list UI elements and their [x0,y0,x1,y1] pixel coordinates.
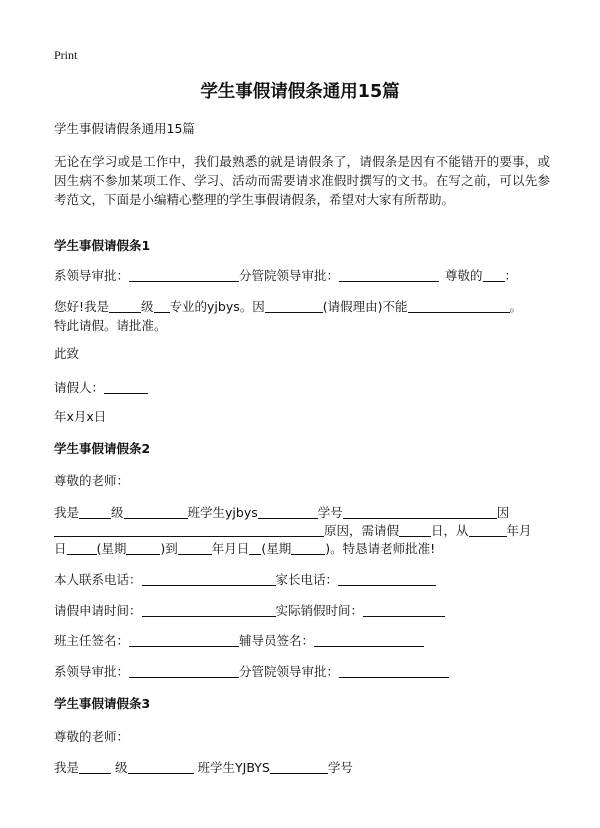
section-1-body-line [54,299,522,315]
s2-student-id-blank[interactable] [343,505,497,519]
closing-line: 特此请假。请批准。 [54,318,167,333]
section-1-approval-line [54,268,517,284]
section-1-heading: 学生事假请假条1 [54,238,151,253]
section-2-approval-line [54,664,449,680]
s2-grade-blank[interactable] [79,505,111,519]
teacher-sign-blank[interactable] [129,633,239,647]
s2-text-g: 日，从 [431,523,469,538]
s2-reason-blank[interactable] [54,523,324,537]
s2-text-d: 学号 [317,505,343,520]
dept-approval-label: 系领导审批： [54,268,130,283]
dept-approval-blank[interactable] [129,268,239,282]
s3-text-d: 学号 [327,760,353,775]
s3-text-c: 班学生YJBYS [197,760,270,775]
s2-from-day-blank[interactable] [67,541,97,555]
s2-name-blank[interactable] [258,505,318,519]
s2-text-b: 级 [111,505,124,520]
section-3-greeting: 尊敬的老师： [54,729,130,744]
section-3-line-1 [54,760,353,776]
body-text-1: 您好!我是 [54,299,110,314]
section-2-greeting: 尊敬的老师： [54,473,130,488]
s3-name-blank[interactable] [270,760,328,774]
s2-text-e: 因 [496,505,510,520]
s2-from-weekday-blank[interactable] [126,541,160,555]
s2-text-k: )到 [160,541,178,556]
contact-phone-blank[interactable] [142,572,276,586]
counselor-sign-label: 辅导员签名： [239,633,315,648]
body-text-5: 。 [509,299,523,314]
s2-days-blank[interactable] [399,523,431,537]
s2-dept-approval-label: 系领导审批： [54,664,130,679]
parent-phone-label: 家长电话： [275,572,339,587]
activity-blank[interactable] [408,299,510,313]
reason-blank[interactable] [265,299,323,313]
colon-text: ： [504,268,518,283]
section-2-contact-line [54,572,436,588]
applicant-label: 请假人： [54,380,105,395]
s3-grade-blank[interactable] [79,760,111,774]
s2-to-weekday-blank[interactable] [291,541,325,555]
body-text-4: (请假理由)不能 [322,299,408,314]
s2-class-blank[interactable] [124,505,188,519]
ci-zhi-text: 此致 [54,346,80,361]
s2-college-approval-label: 分管院领导审批： [239,664,340,679]
body-text-2: 级 [141,299,154,314]
teacher-sign-label: 班主任签名： [54,633,130,648]
section-3-heading: 学生事假请假条3 [54,696,151,711]
actual-time-label: 实际销假时间： [275,603,364,618]
print-label[interactable]: Print [54,48,78,62]
applicant-blank[interactable] [104,380,148,394]
s2-text-l: 年月日 [211,541,250,556]
s2-text-i: 日 [54,541,67,556]
s2-college-approval-blank[interactable] [339,664,449,678]
s2-to-day-blank[interactable] [249,541,261,555]
parent-phone-blank[interactable] [338,572,436,586]
intro-paragraph: 无论在学习或是工作中，我们最熟悉的就是请假条了，请假条是因有不能错开的要事，或因生病不参加某项工作、学习、活动而需要请求准假时撰写的文书。在写之前，可以先参考范文，下面是小编精心整理的学生事假请假条，希望对大家有所帮助。 [54,154,550,207]
page-title: 学生事假请假条通用15篇 [200,82,400,102]
date-line: 年x月x日 [54,409,107,424]
dear-label: 尊敬的 [445,268,483,283]
section-2-line-2 [54,523,532,539]
dear-blank[interactable] [483,268,505,282]
section-2-line-3 [54,541,435,557]
body-text-3: 专业的yjbys。因 [169,299,265,314]
class-blank[interactable] [154,299,170,313]
s2-dept-approval-blank[interactable] [129,664,239,678]
counselor-sign-blank[interactable] [314,633,424,647]
s2-text-f: 原因，需请假 [324,523,400,538]
college-approval-blank[interactable] [339,268,439,282]
s2-text-j: (星期 [96,541,127,556]
s2-text-n: )。特恳请老师批准! [325,541,436,556]
apply-time-label: 请假申请时间： [54,603,142,618]
apply-time-blank[interactable] [142,603,276,617]
applicant-line [54,380,148,396]
s2-to-year-blank[interactable] [178,541,212,555]
s2-from-year-blank[interactable] [469,523,507,537]
s2-text-h: 年月 [506,523,532,538]
s2-text-m: (星期 [261,541,292,556]
section-2-sign-line [54,633,424,649]
actual-time-blank[interactable] [363,603,445,617]
s3-text-b: 级 [115,760,128,775]
document-subtitle: 学生事假请假条通用15篇 [54,121,195,136]
s2-text-c: 班学生yjbys [187,505,258,520]
s3-text-a: 我是 [54,760,80,775]
section-2-time-line [54,603,445,619]
grade-blank[interactable] [109,299,141,313]
college-approval-label: 分管院领导审批： [239,268,340,283]
section-2-line-1 [54,505,509,521]
s2-text-a: 我是 [54,505,80,520]
contact-phone-label: 本人联系电话： [54,572,142,587]
s3-class-blank[interactable] [128,760,194,774]
section-2-heading: 学生事假请假条2 [54,441,151,456]
